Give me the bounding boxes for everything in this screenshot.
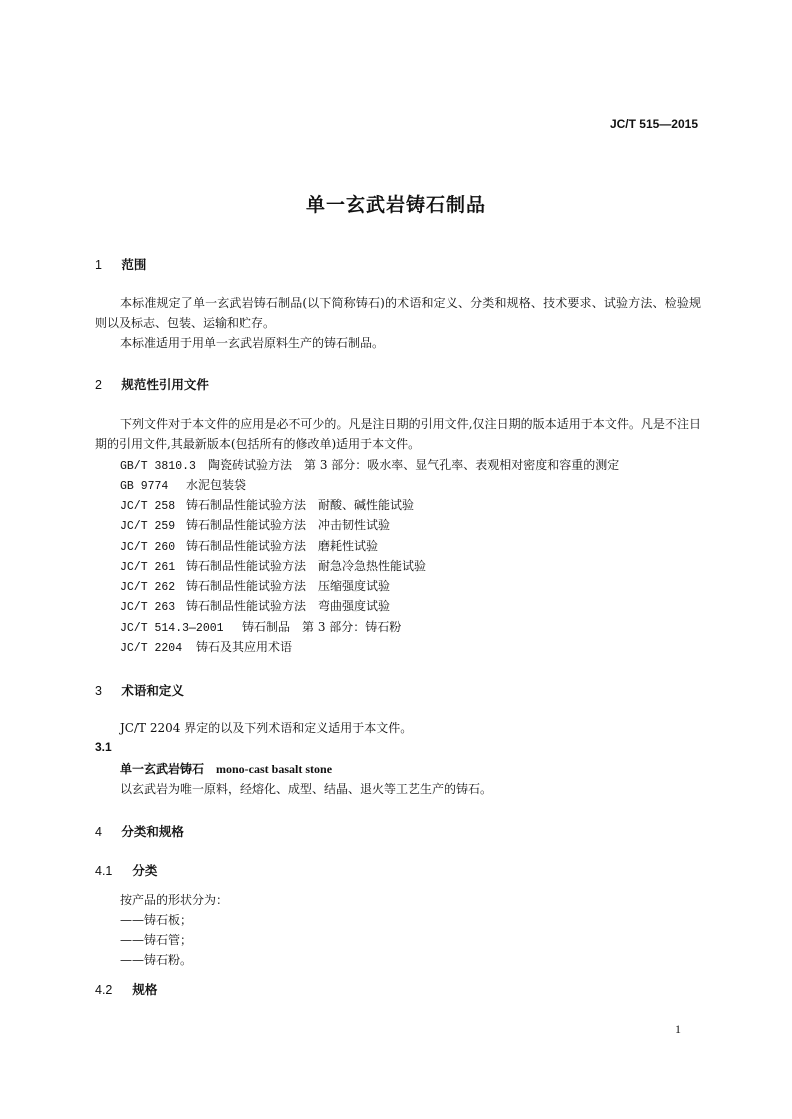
section-3-heading <box>95 681 184 699</box>
section-1-heading <box>95 255 146 273</box>
term-name-chinese: 单一玄武岩铸石 <box>120 762 205 776</box>
reference-item <box>120 577 390 594</box>
section-title: 规格 <box>132 982 158 997</box>
reference-code: JC/T 262 <box>120 581 176 594</box>
scope-paragraph-2: 本标准适用于用单一玄武岩原料生产的铸石制品。 <box>120 336 385 350</box>
page-number: 1 <box>675 1022 681 1036</box>
reference-title: 铸石制品 第 3 部分：铸石粉 <box>242 620 402 634</box>
reference-item <box>120 618 401 635</box>
section-number: 1 <box>95 258 102 272</box>
scope-paragraph-1: 本标准规定了单一玄武岩铸石制品(以下简称铸石)的术语和定义、分类和规格、技术要求、试验方法、检验规则以及标志、包装、运输和贮存。 <box>95 296 701 330</box>
reference-code: GB/T 3810.3 <box>120 460 196 473</box>
reference-title: 陶瓷砖试验方法 第 3 部分：吸水率、显气孔率、表观相对密度和容重的测定 <box>208 458 620 472</box>
reference-title: 铸石制品性能试验方法 压缩强度试验 <box>186 579 391 593</box>
reference-item <box>120 516 390 533</box>
reference-code: JC/T 260 <box>120 541 176 554</box>
reference-item <box>120 638 292 655</box>
classification-item: ——铸石管； <box>120 933 193 947</box>
term-number: 3.1 <box>95 740 112 754</box>
classification-item: ——铸石粉。 <box>120 953 193 967</box>
reference-code: JC/T 259 <box>120 520 176 533</box>
standard-code: JC/T 515—2015 <box>609 117 698 131</box>
section-4-2-heading <box>95 980 157 998</box>
term-name-english: mono-cast basalt stone <box>216 762 333 776</box>
reference-title: 铸石制品性能试验方法 弯曲强度试验 <box>186 599 391 613</box>
section-number: 2 <box>95 378 102 392</box>
section-2-heading <box>95 375 209 393</box>
terms-intro: JC/T 2204 界定的以及下列术语和定义适用于本文件。 <box>120 721 413 735</box>
reference-code: JC/T 261 <box>120 561 176 574</box>
section-title: 范围 <box>121 257 147 272</box>
classification-item: ——铸石板； <box>120 913 193 927</box>
reference-title: 铸石及其应用术语 <box>196 640 293 654</box>
section-number: 4.1 <box>95 864 113 878</box>
section-4-1-heading <box>95 861 157 879</box>
reference-code: JC/T 2204 <box>120 642 183 655</box>
reference-code: JC/T 263 <box>120 601 176 614</box>
section-title: 分类和规格 <box>121 824 184 839</box>
reference-item <box>120 476 246 493</box>
document-title: 单一玄武岩铸石制品 <box>305 194 486 216</box>
reference-item <box>120 456 619 473</box>
reference-item <box>120 557 426 574</box>
reference-item <box>120 496 414 513</box>
reference-title: 水泥包装袋 <box>186 478 247 492</box>
section-number: 4.2 <box>95 983 113 997</box>
reference-code: GB 9774 <box>120 480 169 493</box>
section-title: 规范性引用文件 <box>121 377 209 392</box>
reference-item <box>120 537 378 554</box>
reference-item <box>120 597 390 614</box>
section-number: 3 <box>95 684 102 698</box>
reference-code: JC/T 258 <box>120 500 176 513</box>
reference-title: 铸石制品性能试验方法 磨耗性试验 <box>186 539 379 553</box>
reference-code: JC/T 514.3—2001 <box>120 622 224 635</box>
section-title: 术语和定义 <box>121 683 184 698</box>
term-definition: 以玄武岩为唯一原料，经熔化、成型、结晶、退火等工艺生产的铸石。 <box>120 782 493 796</box>
reference-title: 铸石制品性能试验方法 耐急冷急热性能试验 <box>186 559 427 573</box>
term-name <box>120 760 332 777</box>
classification-intro: 按产品的形状分为： <box>120 893 229 907</box>
reference-title: 铸石制品性能试验方法 冲击韧性试验 <box>186 518 391 532</box>
section-number: 4 <box>95 825 102 839</box>
normative-intro: 下列文件对于本文件的应用是必不可少的。凡是注日期的引用文件,仅注日期的版本适用于本文件。凡是不注日期的引用文件,其最新版本(包括所有的修改单)适用于本文件。 <box>95 417 701 451</box>
section-4-heading <box>95 822 184 840</box>
section-title: 分类 <box>132 863 158 878</box>
reference-title: 铸石制品性能试验方法 耐酸、碱性能试验 <box>186 498 415 512</box>
